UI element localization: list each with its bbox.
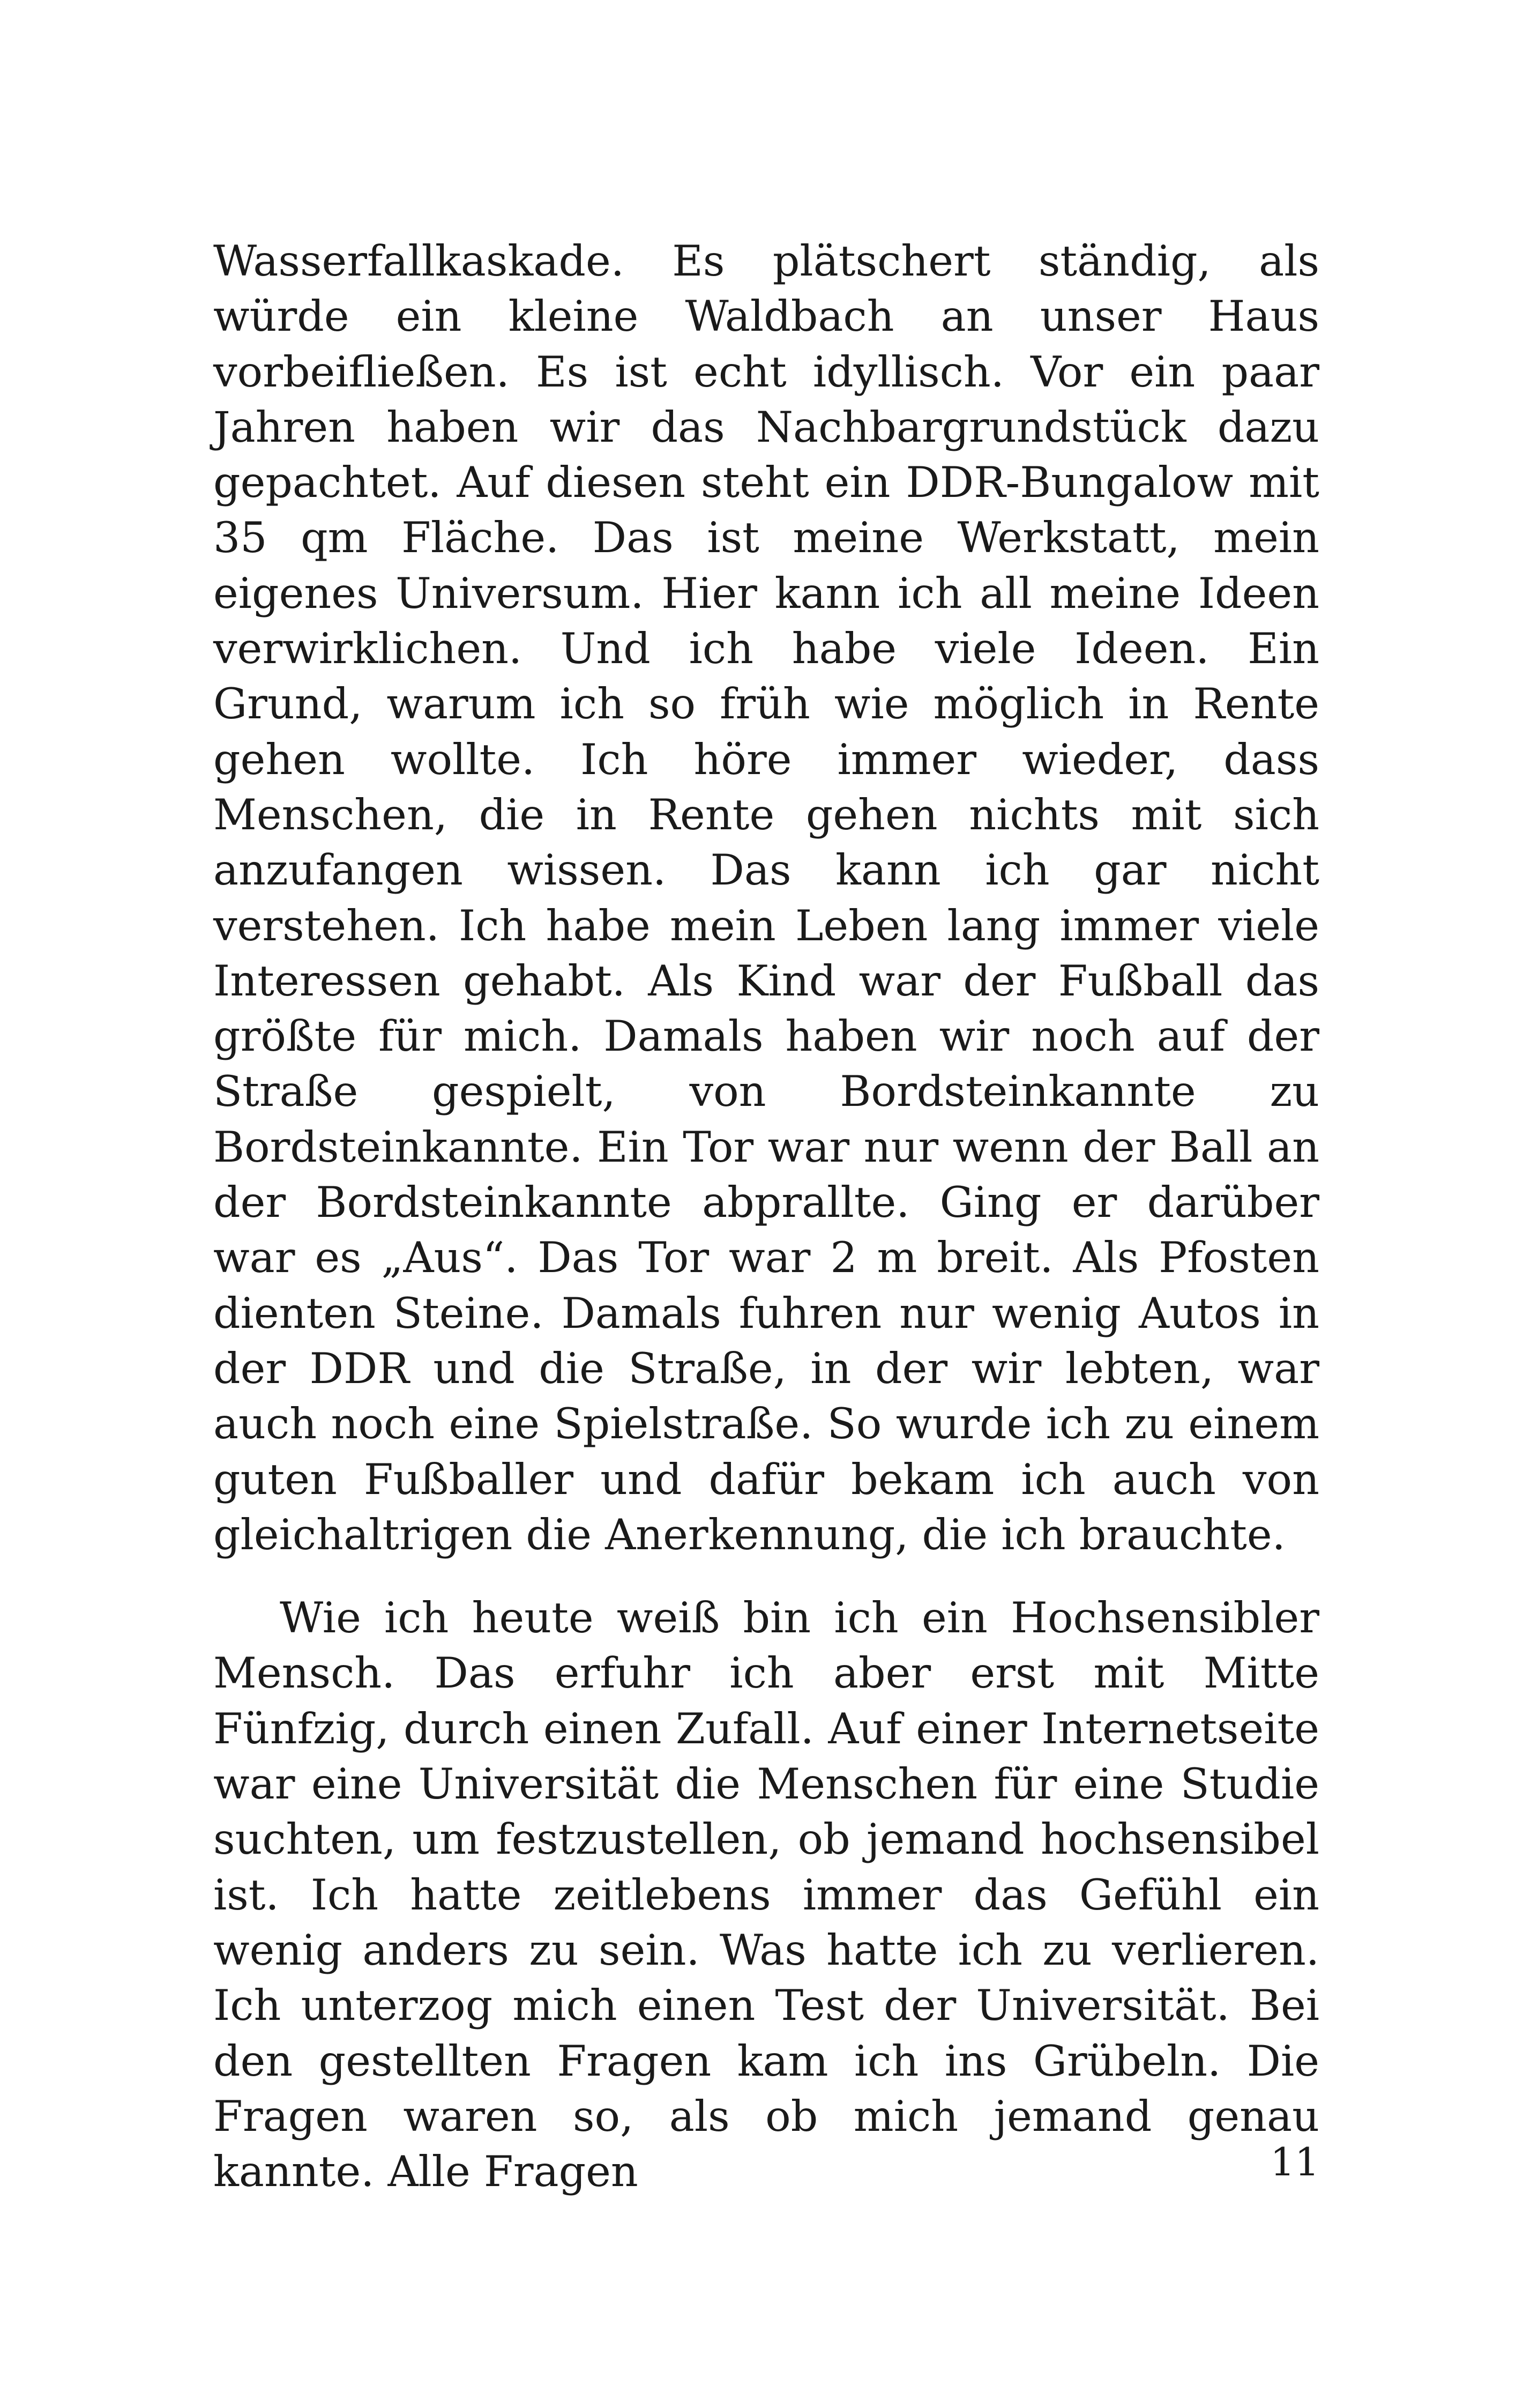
paragraph: Wie ich heute weiß bin ich ein Hochsensibler Mensch. Das erfuhr ich aber erst mit Mitte Fünfzig, durch einen Zufall. Auf einer Internetseite war eine Universität die Menschen für eine Studie suchten, um festzustellen, ob jemand hochsensibel ist. Ich hatte zeitlebens immer das Gefühl ein wenig anders zu sein. Was hatte ich zu verlieren. Ich unterzog mich einen Test der Universität. Bei den gestellten Fragen kam ich ins Grübeln. Die Fragen waren so, als ob mich jemand genau kannte. Alle Fragen xyxy=(213,1593,1319,2197)
page-number: 11 xyxy=(1270,2139,1319,2184)
body-text xyxy=(213,234,1319,2199)
paragraph: Wasserfallkaskade. Es plätschert ständig, als würde ein kleine Waldbach an unser Haus vorbeifließen. Es ist echt idyllisch. Vor ein paar Jahren haben wir das Nachbargrundstück dazu gepachtet. Auf diesen steht ein DDR-Bungalow mit 35 qm Fläche. Das ist meine Werkstatt, mein eigenes Universum. Hier kann ich all meine Ideen verwirklichen. Und ich habe viele Ideen. Ein Grund, warum ich so früh wie möglich in Rente gehen wollte. Ich höre immer wieder, dass Menschen, die in Rente gehen nichts mit sich anzufangen wissen. Das kann ich gar nicht verstehen. Ich habe mein Leben lang immer viele Interessen gehabt. Als Kind war der Fußball das größte für mich. Damals haben wir noch auf der Straße gespielt, von Bordsteinkannte zu Bordsteinkannte. Ein Tor war nur wenn der Ball an der Bordsteinkannte abprallte. Ging er darüber war es „Aus“. Das Tor war 2 m breit. Als Pfosten dienten Steine. Damals fuhren nur wenig Autos in der DDR und die Straße, in der wir lebten, war auch noch eine Spielstraße. So wurde ich zu einem guten Fußballer und dafür bekam ich auch von gleichaltrigen die Anerkennung, die ich brauchte. xyxy=(213,236,1319,1559)
